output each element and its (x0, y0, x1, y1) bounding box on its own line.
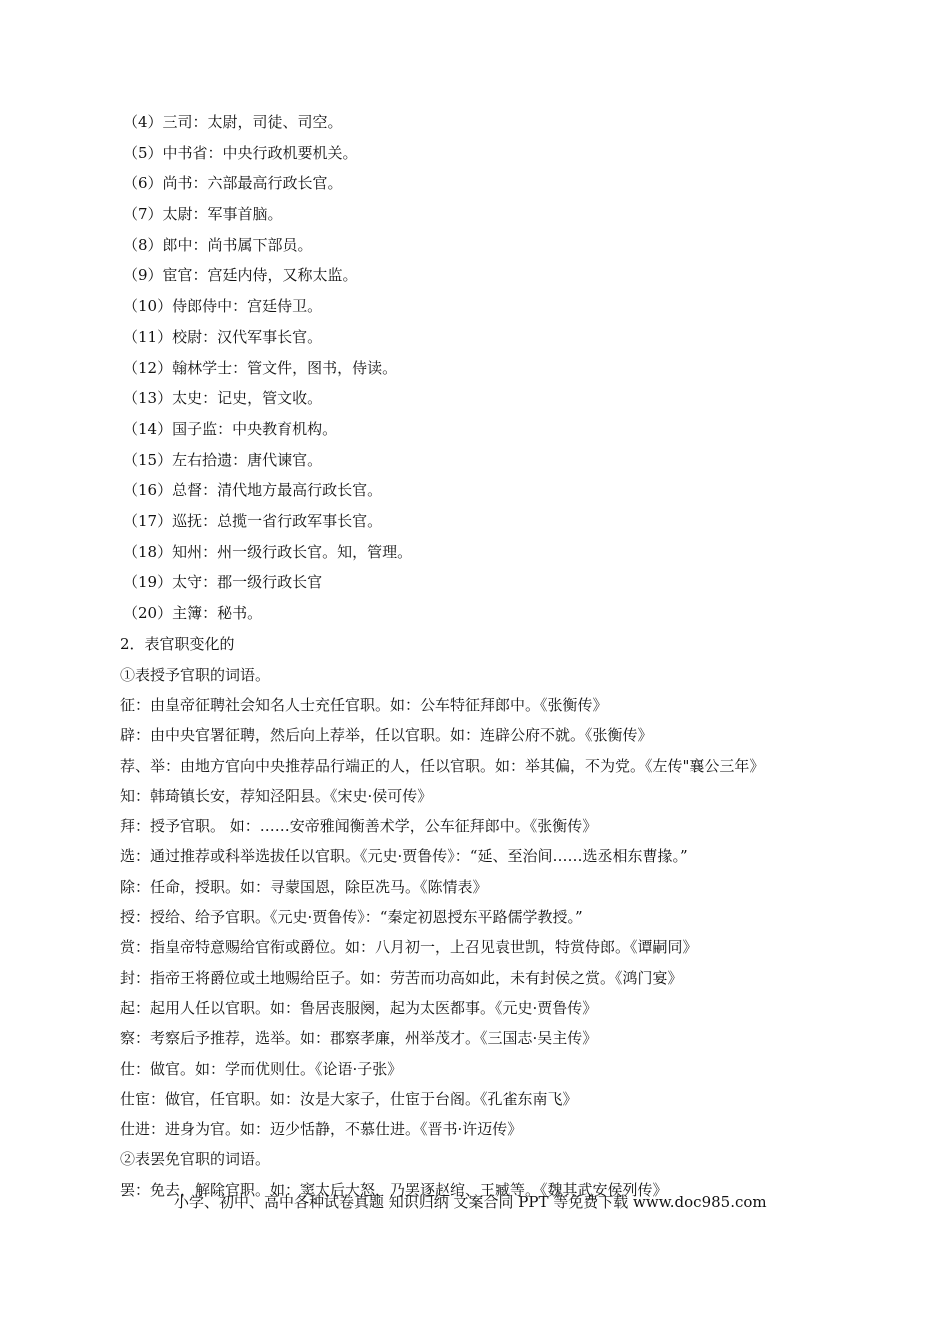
document-body (120, 112, 860, 1210)
list-item: （16）总督：清代地方最高行政长官。 (123, 481, 383, 500)
term-entry: 起：起用人任以官职。如：鲁居丧服阕，起为太医都事。《元史·贾鲁传》 (120, 998, 598, 1017)
list-item: （14）国子监：中央教育机构。 (123, 419, 338, 438)
list-item: （19）太守：郡一级行政长官 (123, 573, 323, 592)
term-entry: 选：通过推荐或科举选拔任以官职。《元史·贾鲁传》：“延、至治间……选丞相东曹掾。” (120, 847, 688, 866)
term-entry: 仕宦：做官，任官职。如：汝是大家子，仕宦于台阁。《孔雀东南飞》 (120, 1089, 578, 1108)
section-heading: 2．表官职变化的 (120, 634, 235, 653)
list-item: （5）中书省：中央行政机要机关。 (123, 143, 358, 162)
subsection-heading: ②表罢免官职的词语。 (120, 1150, 271, 1169)
list-item: （20）主簿：秘书。 (123, 604, 263, 622)
list-item: （9）宦官：宫廷内侍，又称太监。 (123, 266, 358, 285)
list-item: （13）太史：记史，管文收。 (123, 389, 323, 408)
list-item: （6）尚书：六部最高行政长官。 (123, 174, 343, 193)
term-entry: 知：韩琦镇长安，荐知泾阳县。《宋史·侯可传》 (120, 786, 433, 805)
term-entry: 征：由皇帝征聘社会知名人士充任官职。如：公车特征拜郎中。《张衡传》 (120, 695, 608, 714)
term-entry: 仕：做官。如：学而优则仕。《论语·子张》 (120, 1059, 403, 1078)
term-entry: 赏：指皇帝特意赐给官衔或爵位。如：八月初一，上召见袁世凯，特赏侍郎。《谭嗣同》 (120, 938, 698, 957)
list-item: （11）校尉：汉代军事长官。 (123, 327, 323, 346)
page-footer: 小学、初中、高中各种试卷真题 知识归纳 文案合同 PPT 等免费下载 www.doc985.com (174, 1193, 767, 1211)
term-entry: 封：指帝王将爵位或土地赐给臣子。如：劳苦而功高如此，未有封侯之赏。《鸿门宴》 (120, 968, 683, 987)
term-entry: 罢：免去，解除官职。如：窦太后大怒，乃罢逐赵绾、王臧等。《魏其武安侯列传》 (120, 1180, 668, 1199)
term-entry: 除：任命，授职。如：寻蒙国恩，除臣冼马。《陈情表》 (120, 877, 488, 896)
list-item: （7）太尉：军事首脑。 (123, 205, 283, 224)
subsection-heading: ①表授予官职的词语。 (120, 665, 271, 684)
list-item: （12）翰林学士：管文件，图书，侍读。 (123, 358, 398, 377)
list-item: （17）巡抚：总揽一省行政军事长官。 (123, 511, 383, 530)
term-entries (120, 665, 860, 1210)
term-entry: 察：考察后予推荐，选举。如：郡察孝廉，州举茂才。《三国志·吴主传》 (120, 1029, 598, 1048)
term-entry: 授：授给、给予官职。《元史·贾鲁传》：“秦定初恩授东平路儒学教授。” (120, 908, 583, 927)
term-entry: 辟：由中央官署征聘，然后向上荐举，任以官职。如：连辟公府不就。《张衡传》 (120, 726, 653, 745)
list-item: （10）侍郎侍中：宫廷侍卫。 (123, 297, 323, 316)
term-entry: 仕进：进身为官。如：迈少恬静，不慕仕进。《晋书·许迈传》 (120, 1120, 523, 1139)
list-item: （18）知州：州一级行政长官。知，管理。 (123, 542, 413, 561)
list-item: （8）郎中：尚书属下部员。 (123, 235, 313, 254)
official-titles-list (120, 112, 860, 634)
term-entry: 荐、举：由地方官向中央推荐品行端正的人，任以官职。如：举其偏，不为党。《左传"襄公三年》 (120, 756, 765, 775)
list-item: （15）左右拾遗：唐代谏官。 (123, 450, 323, 469)
list-item: （4）三司：太尉，司徒、司空。 (123, 113, 343, 131)
term-entry: 拜：授予官职。 如：……安帝雅闻衡善术学，公车征拜郎中。《张衡传》 (120, 817, 598, 836)
